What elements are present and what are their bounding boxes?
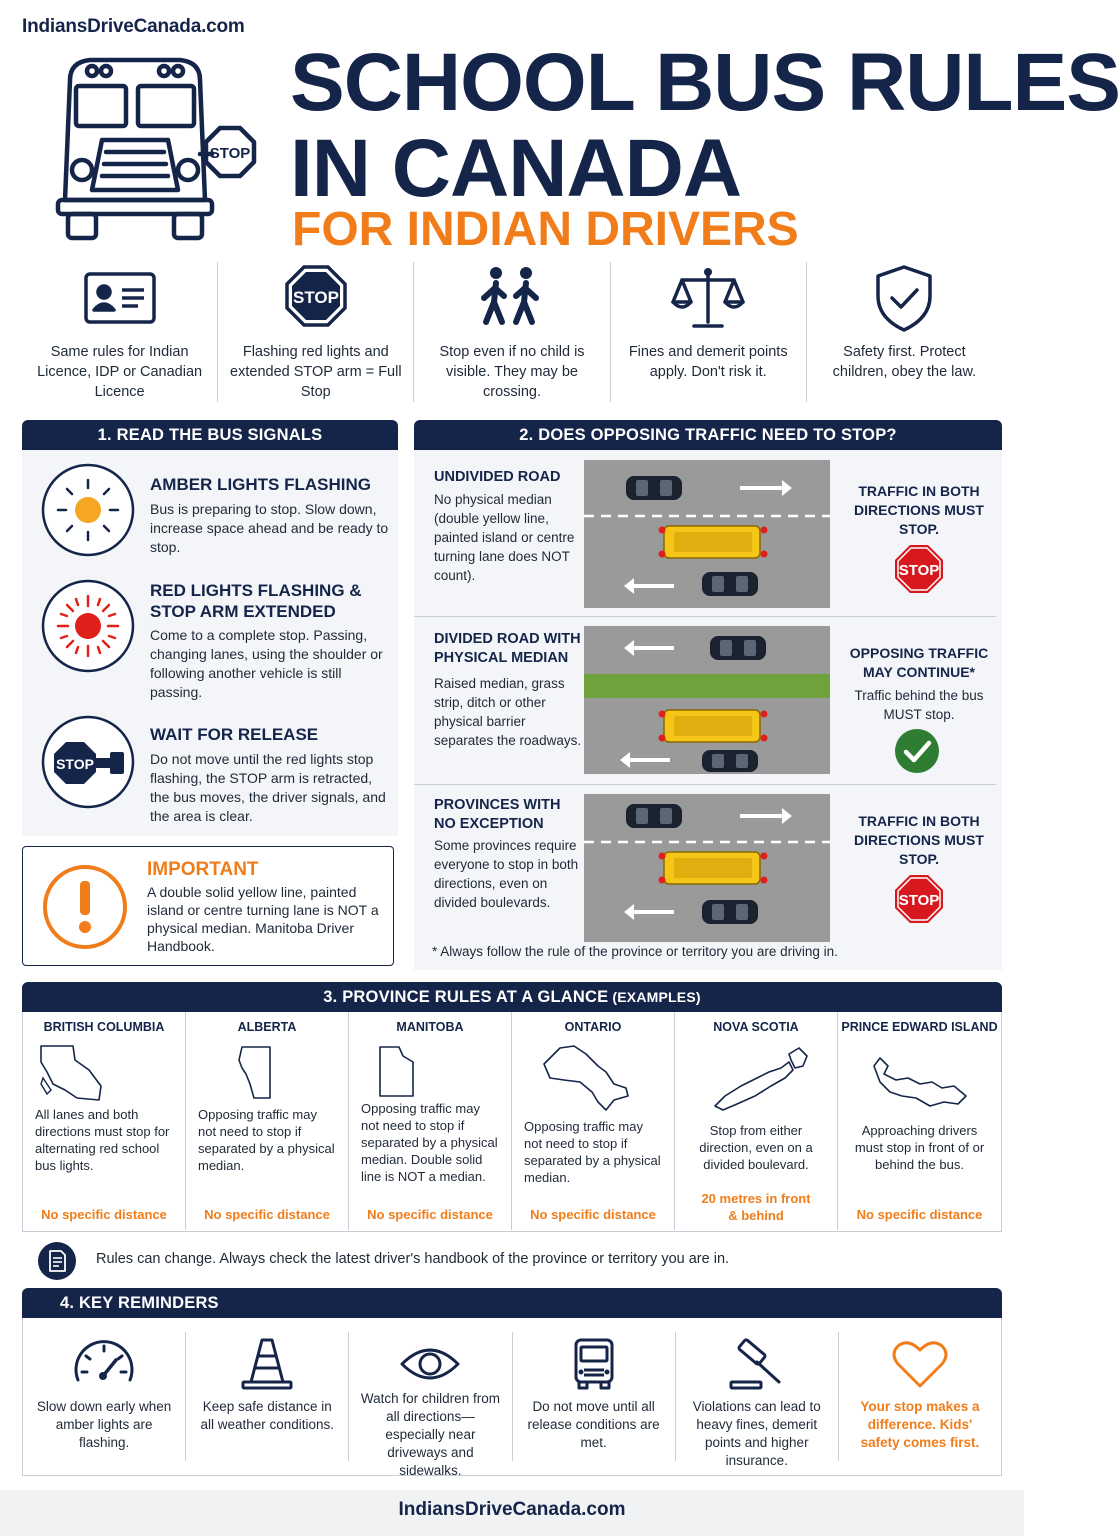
red-light-icon bbox=[40, 578, 136, 674]
title-line-2: IN CANADA bbox=[290, 123, 742, 214]
stop-sign-icon bbox=[894, 874, 944, 924]
amber-light-icon bbox=[40, 462, 136, 558]
road-result: OPPOSING TRAFFIC MAY CONTINUE* bbox=[849, 645, 989, 680]
section1-header: 1. READ THE BUS SIGNALS bbox=[22, 420, 398, 450]
province-grid bbox=[22, 1012, 1002, 1232]
province-distance: No specific distance bbox=[367, 1207, 493, 1222]
heart-icon bbox=[888, 1336, 952, 1392]
road-result: TRAFFIC IN BOTH DIRECTIONS MUST STOP. bbox=[854, 813, 984, 867]
reminder-text: Your stop makes a difference. Kids' safety comes first. bbox=[860, 1399, 980, 1450]
province-distance: No specific distance bbox=[41, 1207, 167, 1222]
signal-text: Come to a complete stop. Passing, changing lanes, using the shoulder or following another vehicle is still passing. bbox=[150, 627, 383, 700]
reminder-text: Do not move until all release conditions are met. bbox=[527, 1399, 660, 1450]
stop-sign-icon bbox=[278, 264, 354, 334]
reminder-violations bbox=[676, 1332, 839, 1468]
section2-header: 2. DOES OPPOSING TRAFFIC NEED TO STOP? bbox=[414, 420, 1002, 450]
province-distance: No specific distance bbox=[204, 1207, 330, 1222]
reminder-text: Watch for children from all directions— especially near driveways and sidewalks. bbox=[360, 1391, 500, 1478]
title-line-1: SCHOOL BUS RULES bbox=[290, 37, 1120, 128]
nova-scotia-map-icon bbox=[711, 1046, 811, 1112]
svg-text:STOP: STOP bbox=[898, 562, 940, 579]
province-text: Opposing traffic may not need to stop if separated by a physical median. bbox=[198, 1107, 335, 1173]
section4-header: 4. KEY REMINDERS bbox=[22, 1288, 1002, 1318]
check-icon bbox=[894, 728, 940, 774]
signal-text: Bus is preparing to stop. Slow down, increase space ahead and be ready to stop. bbox=[150, 501, 389, 555]
handbook-note-text: Rules can change. Always check the latest driver's handbook of the province or territory you are in. bbox=[96, 1251, 730, 1267]
intro-text: Stop even if no child is visible. They may be crossing. bbox=[439, 344, 585, 400]
province-name: ONTARIO bbox=[564, 1020, 622, 1034]
svg-text:STOP: STOP bbox=[898, 892, 940, 909]
province-text: Approaching drivers must stop in front of or behind the bus. bbox=[854, 1123, 985, 1172]
divided-road-illustration bbox=[584, 626, 830, 774]
site-name-top: IndiansDriveCanada.com bbox=[22, 16, 245, 37]
signal-heading: AMBER LIGHTS FLASHING bbox=[150, 475, 371, 494]
important-text: A double solid yellow line, painted island or centre turning lane is NOT a physical median. Manitoba Driver Handbook. bbox=[147, 884, 379, 954]
road-heading: PROVINCES WITH NO EXCEPTION bbox=[434, 797, 561, 832]
section2-body bbox=[414, 450, 1002, 970]
intro-text: Flashing red lights and extended STOP arm = Full Stop bbox=[230, 344, 402, 400]
section3-title: 3. PROVINCE RULES AT A GLANCE bbox=[323, 987, 609, 1006]
road-text: Some provinces require everyone to stop in both directions, even on divided boulevards. bbox=[434, 838, 579, 910]
speedometer-icon bbox=[72, 1336, 136, 1392]
warning-icon bbox=[41, 863, 129, 951]
divider bbox=[414, 784, 996, 785]
province-name: ALBERTA bbox=[237, 1020, 297, 1034]
province-ns bbox=[675, 1012, 838, 1230]
province-distance: No specific distance bbox=[856, 1207, 983, 1222]
intro-item-stop bbox=[218, 262, 414, 402]
province-distance: 20 metres in front & behind bbox=[701, 1191, 811, 1223]
intro-strip bbox=[22, 262, 1002, 402]
reminder-watch bbox=[349, 1332, 512, 1478]
important-box bbox=[22, 846, 394, 966]
road-row-divided bbox=[424, 626, 992, 776]
bus-front-icon bbox=[562, 1336, 626, 1392]
pei-map-icon bbox=[870, 1052, 970, 1110]
no-exception-road-illustration bbox=[584, 794, 830, 942]
intro-text: Fines and demerit points apply. Don't risk it. bbox=[628, 344, 788, 380]
province-name: MANITOBA bbox=[396, 1020, 464, 1034]
gavel-icon bbox=[725, 1336, 789, 1392]
province-name: BRITISH COLUMBIA bbox=[43, 1020, 165, 1034]
handbook-note bbox=[38, 1242, 998, 1278]
province-on bbox=[512, 1012, 675, 1230]
reminder-release bbox=[513, 1332, 676, 1461]
site-name-bottom: IndiansDriveCanada.com bbox=[0, 1490, 1024, 1536]
undivided-road-illustration bbox=[584, 460, 830, 608]
section3-title-suffix: (EXAMPLES) bbox=[612, 989, 701, 1005]
intro-text: Safety first. Protect children, obey the law. bbox=[832, 344, 977, 380]
subtitle: FOR INDIAN DRIVERS bbox=[292, 203, 799, 256]
province-name: NOVA SCOTIA bbox=[713, 1020, 799, 1034]
intro-item-children bbox=[414, 262, 610, 402]
intro-item-safety bbox=[807, 262, 1002, 402]
shield-check-icon bbox=[866, 264, 942, 334]
reminder-text: Violations can lead to heavy fines, demerit points and higher insurance. bbox=[692, 1399, 821, 1468]
province-distance: No specific distance bbox=[530, 1207, 656, 1222]
road-text: No physical median (double yellow line, painted island or centre turning lane does NOT count). bbox=[434, 492, 575, 583]
province-text: Stop from either direction, even on a divided boulevard. bbox=[699, 1123, 813, 1172]
svg-text:STOP: STOP bbox=[292, 288, 339, 307]
walking-children-icon bbox=[474, 264, 550, 334]
ontario-map-icon bbox=[540, 1042, 632, 1116]
road-heading: DIVIDED ROAD WITH PHYSICAL MEDIAN bbox=[434, 631, 581, 666]
signal-text: Do not move until the red lights stop flashing, the STOP arm is retracted, the bus moves, the driver signals, and the area is clear. bbox=[150, 751, 386, 824]
intro-text: Same rules for Indian Licence, IDP or Canadian Licence bbox=[37, 344, 203, 400]
intro-item-fines bbox=[611, 262, 807, 402]
alberta-map-icon bbox=[236, 1044, 276, 1102]
province-mb bbox=[349, 1012, 512, 1230]
road-row-undivided bbox=[424, 460, 992, 610]
signal-heading: RED LIGHTS FLASHING & STOP ARM EXTENDED bbox=[150, 581, 362, 621]
reminder-distance bbox=[186, 1332, 349, 1461]
signal-heading: WAIT FOR RELEASE bbox=[150, 725, 319, 744]
road-row-no-exception bbox=[424, 794, 992, 944]
stop-arm-icon bbox=[40, 714, 136, 810]
key-reminders bbox=[22, 1318, 1002, 1476]
province-bc bbox=[23, 1012, 186, 1230]
province-text: All lanes and both directions must stop for alternating red school bus lights. bbox=[35, 1107, 170, 1173]
road-heading: UNDIVIDED ROAD bbox=[434, 469, 561, 485]
reminder-slow-down bbox=[23, 1332, 186, 1461]
section2-footnote: * Always follow the rule of the province or territory you are driving in. bbox=[432, 944, 838, 959]
road-result-sub: Traffic behind the bus MUST stop. bbox=[854, 688, 984, 722]
road-text: Raised median, grass strip, ditch or other physical barrier separates the roadways. bbox=[434, 676, 582, 748]
svg-text:STOP: STOP bbox=[56, 756, 94, 772]
manitoba-map-icon bbox=[377, 1044, 417, 1100]
province-text: Opposing traffic may not need to stop if separated by a physical median. Double solid line is NOT a median. bbox=[361, 1101, 498, 1184]
province-text: Opposing traffic may not need to stop if separated by a physical median. bbox=[524, 1119, 661, 1185]
province-name: PRINCE EDWARD ISLAND bbox=[841, 1020, 998, 1034]
stop-sign-icon bbox=[894, 544, 944, 594]
road-result: TRAFFIC IN BOTH DIRECTIONS MUST STOP. bbox=[854, 483, 984, 537]
handbook-icon bbox=[38, 1242, 76, 1280]
province-ab bbox=[186, 1012, 349, 1230]
reminder-text: Keep safe distance in all weather conditions. bbox=[200, 1399, 335, 1432]
scales-icon bbox=[670, 264, 746, 334]
eye-icon bbox=[398, 1336, 462, 1392]
school-bus-icon bbox=[40, 50, 270, 245]
bc-map-icon bbox=[37, 1042, 107, 1104]
province-pei bbox=[838, 1012, 1001, 1230]
traffic-cone-icon bbox=[235, 1336, 299, 1392]
important-heading: IMPORTANT bbox=[147, 859, 259, 880]
reminder-text: Slow down early when amber lights are flashing. bbox=[36, 1399, 172, 1450]
reminder-heart bbox=[839, 1332, 1001, 1461]
svg-text:STOP: STOP bbox=[209, 145, 251, 162]
section3-header bbox=[22, 982, 1002, 1012]
intro-item-licence bbox=[22, 262, 218, 402]
section1-body bbox=[22, 450, 398, 836]
divider bbox=[414, 616, 996, 617]
id-card-icon bbox=[82, 264, 158, 334]
